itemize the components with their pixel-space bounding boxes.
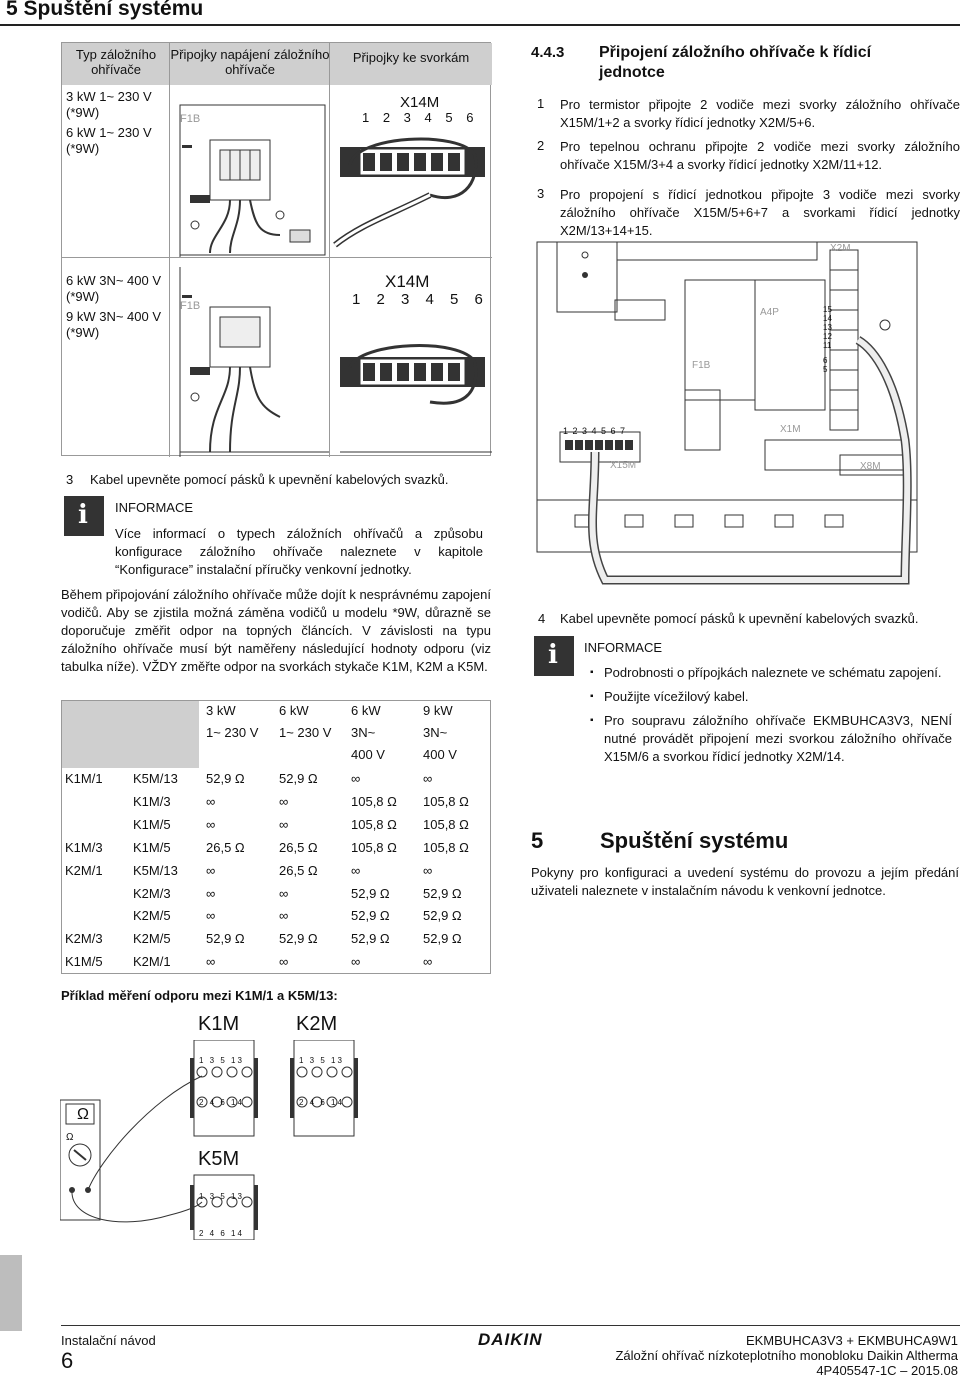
table-cell: 52,9 Ω xyxy=(279,931,318,947)
table-header-cell: 3 kW 1~ 230 V xyxy=(206,703,259,740)
heater-connection-table xyxy=(61,42,491,456)
table-cell: 52,9 Ω xyxy=(423,931,462,947)
info2-title: INFORMACE xyxy=(584,640,662,655)
table-cell: K1M/5 xyxy=(133,839,171,855)
side-tab xyxy=(0,1255,22,1331)
table-cell: ∞ xyxy=(351,862,361,878)
footer-page-number: 6 xyxy=(61,1348,74,1373)
table-cell: ∞ xyxy=(423,771,433,786)
table-cell: 52,9 Ω xyxy=(351,931,390,947)
list-item: ▪ Pro soupravu záložního ohřívače EKMBUHCA3V3, NENÍ nutné provádět připojení mezi svorkou záložního ohřívače X15M/6 a svorkou řídicí jednotky X2M/14. xyxy=(590,712,952,766)
step3-number: 3 xyxy=(66,472,74,487)
table-header-cell: 6 kW 3N~ 400 V xyxy=(351,703,385,762)
list-item: ▪ Podrobnosti o přípojkách naleznete ve schématu zapojení. xyxy=(590,664,952,682)
measurement-diagram xyxy=(60,1040,360,1240)
footer-right-line1: EKMBUHCA3V3 + EKMBUHCA9W1 xyxy=(745,1333,958,1348)
table-cell: ∞ xyxy=(206,816,216,832)
section5-text: Pokyny pro konfiguraci a uvedení systému do provozu a jejím předání uživateli naleznete v instalačním návodu k venkovní jednotce. xyxy=(531,865,959,898)
table-cell: 105,8 Ω xyxy=(351,793,397,809)
table-cell: K2M/3 xyxy=(133,885,171,901)
row2-type-text: 6 kW 3N~ 400 V (*9W) 9 kW 3N~ 400 V (*9W) xyxy=(66,273,162,340)
table-cell: 52,9 Ω xyxy=(351,885,390,901)
row1-f1b-label: F1B xyxy=(180,113,201,125)
row1-terminal-numbers: 1 2 3 4 5 6 xyxy=(362,110,479,125)
table-cell: K1M/1 xyxy=(65,771,103,786)
table-cell: 52,9 Ω xyxy=(206,771,245,786)
example-title: Příklad měření odporu mezi K1M/1 a K5M/13: xyxy=(61,988,338,1003)
x2m-label: X2M xyxy=(830,243,851,254)
table-cell: ∞ xyxy=(206,908,216,924)
section5-number: 5 xyxy=(531,828,544,853)
table-cell: K2M/1 xyxy=(133,954,171,970)
table-cell: ∞ xyxy=(351,954,361,970)
table-cell: 52,9 Ω xyxy=(423,885,462,901)
table-cell: ∞ xyxy=(279,885,289,901)
section-443-list xyxy=(531,96,960,246)
table-cell: 52,9 Ω xyxy=(206,931,245,947)
footer-left-label: Instalační návod xyxy=(61,1333,156,1348)
x2m-terminal-numbers: 15 14 13 12 11 6 5 xyxy=(823,305,832,374)
table-cell: ∞ xyxy=(279,908,289,924)
row1-x14m-label: X14M xyxy=(400,94,440,111)
col-header-power: Připojky napájení záložního ohřívače xyxy=(170,43,330,85)
k2m-top-terms: 1 3 5 13 xyxy=(299,1056,344,1065)
a4p-label: A4P xyxy=(760,307,779,318)
row2-f1b-label: F1B xyxy=(180,300,201,312)
footer-right-line3: 4P405547-1C – 2015.08 xyxy=(816,1363,958,1378)
control-box-wiring-diagram xyxy=(535,240,925,600)
table-cell: ∞ xyxy=(279,816,289,832)
table-cell: K1M/3 xyxy=(65,839,103,855)
table-cell: 52,9 Ω xyxy=(351,908,390,924)
table-cell: K5M/13 xyxy=(133,862,178,878)
meter-ohm-small: Ω xyxy=(66,1132,74,1143)
table-cell: 105,8 Ω xyxy=(423,839,469,855)
table-cell: K1M/3 xyxy=(133,793,171,809)
k2m-bottom-terms: 2 4 6 14 xyxy=(299,1098,344,1107)
info-icon: i xyxy=(534,636,574,676)
table-cell: ∞ xyxy=(206,793,216,809)
table-cell: ∞ xyxy=(351,771,361,786)
k5m-top-terms: 1 3 5 13 xyxy=(199,1192,244,1201)
k1m-bottom-terms: 2 4 6 14 xyxy=(199,1098,244,1107)
section-443-number: 4.4.3 xyxy=(531,44,565,61)
k5m-label: K5M xyxy=(198,1148,240,1170)
table-cell: K2M/5 xyxy=(133,908,171,924)
warning-paragraph: Během připojování záložního ohřívače může dojít k nesprávnému zapojení vodičů. Aby se zjistila možná záměna vodičů u modelu *9W, důrazně se doporučuje změřit odpor na topných článcích. V závislosti na typu záložního ohřívače musí být naměřeny následující hodnoty odporu (viz tabulka níže). VŽDY změřte odpor na svorkách stykače K1M, K2M a K5M. xyxy=(61,587,491,674)
page-header-title: 5 Spuštění systému xyxy=(6,0,204,20)
table-cell: K2M/3 xyxy=(65,931,103,947)
info1-text: Více informací o typech záložních ohřívačů a způsobu konfigurace záložního ohřívače naleznete v kapitole “Konfigurace” instalační příručky venkovní jednotky. xyxy=(115,526,483,577)
x15m-label: X15M xyxy=(610,460,637,471)
meter-ohm-symbol: Ω xyxy=(77,1106,89,1123)
table-cell: ∞ xyxy=(423,862,433,878)
table-cell: ∞ xyxy=(206,862,216,878)
x1m-label: X1M xyxy=(780,424,801,435)
list-item: 1 Pro termistor připojte 2 vodiče mezi svorky záložního ohřívače X15M/1+2 a svorky řídicí jednotky X2M/5+6. xyxy=(537,96,960,130)
page-header xyxy=(0,0,960,26)
step3-text: Kabel upevněte pomocí pásků k upevnění kabelových svazků. xyxy=(90,472,449,487)
footer-right-line2: Záložní ohřívač nízkoteplotního monobloku Daikin Altherma xyxy=(615,1348,958,1363)
table-cell: ∞ xyxy=(206,885,216,901)
section5-title: Spuštění systému xyxy=(600,828,789,853)
k1m-top-terms: 1 3 5 13 xyxy=(199,1056,244,1065)
list-item: 3 Pro propojení s řídicí jednotkou připojte 3 vodiče mezi svorky záložního ohřívače X15M/5+6+7 a svorkami řídicí jednotky X2M/13+14+15. xyxy=(537,186,960,238)
section-443-title: Připojení záložního ohřívače k řídicí jednotce xyxy=(599,44,872,81)
table-header-cell: 9 kW 3N~ 400 V xyxy=(423,703,457,762)
row2-terminal-numbers: 1 2 3 4 5 6 xyxy=(352,291,489,308)
col-header-terminals: Připojky ke svorkám xyxy=(330,43,492,85)
table-cell: K1M/5 xyxy=(65,954,103,970)
resistance-table xyxy=(61,700,491,974)
k5m-bottom-terms: 2 4 6 14 xyxy=(199,1229,244,1238)
row1-type-text: 3 kW 1~ 230 V (*9W) 6 kW 1~ 230 V (*9W) xyxy=(66,89,152,156)
table-cell: ∞ xyxy=(423,954,433,970)
k1m-label: K1M xyxy=(198,1013,240,1035)
f1b-label: F1B xyxy=(692,360,711,371)
row2-x14m-label: X14M xyxy=(385,272,430,291)
table-cell: 105,8 Ω xyxy=(423,793,469,809)
col-header-type: Typ záložního ohřívače xyxy=(62,43,170,85)
table-cell: K2M/1 xyxy=(65,862,103,878)
table-cell: K1M/5 xyxy=(133,816,171,832)
k2m-label: K2M xyxy=(296,1013,338,1035)
list-item: 2 Pro tepelnou ochranu připojte 2 vodiče mezi svorky záložního ohřívače X15M/3+4 a svorky řídicí jednotky X2M/11+12. xyxy=(537,138,960,172)
table-cell: 26,5 Ω xyxy=(279,839,318,855)
table-cell: 26,5 Ω xyxy=(206,839,245,855)
info2-bullets xyxy=(590,664,952,772)
row2-power-diagram xyxy=(170,257,329,457)
info1-title: INFORMACE xyxy=(115,500,193,515)
table-cell: 105,8 Ω xyxy=(351,839,397,855)
x8m-label: X8M xyxy=(860,461,881,472)
table-cell: ∞ xyxy=(279,954,289,970)
table-cell: ∞ xyxy=(206,954,216,970)
table-cell: K5M/13 xyxy=(133,771,178,786)
table-cell: 105,8 Ω xyxy=(351,816,397,832)
table-cell: ∞ xyxy=(279,793,289,809)
table-cell: 105,8 Ω xyxy=(423,816,469,832)
table-cell: 26,5 Ω xyxy=(279,862,318,878)
x15m-terminal-numbers: 1 2 3 4 5 6 7 xyxy=(563,426,627,436)
table-cell: 52,9 Ω xyxy=(423,908,462,924)
step4-number: 4 xyxy=(538,611,546,626)
step4-text: Kabel upevněte pomocí pásků k upevnění kabelových svazků. xyxy=(560,611,919,626)
table-cell: 52,9 Ω xyxy=(279,771,318,786)
info-icon: i xyxy=(64,496,104,536)
footer-brand-logo: DAIKIN xyxy=(478,1330,543,1349)
table-header-cell: 6 kW 1~ 230 V xyxy=(279,703,332,740)
footer-rule xyxy=(61,1325,960,1326)
list-item: ▪ Použijte vícežilový kabel. xyxy=(590,688,952,706)
table-cell: K2M/5 xyxy=(133,931,171,947)
